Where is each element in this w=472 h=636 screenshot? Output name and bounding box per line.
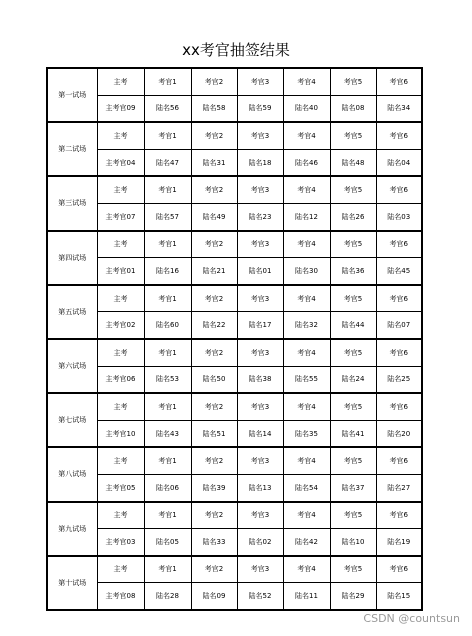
assignment-cell: 陆名31 bbox=[191, 149, 237, 176]
role-header-cell: 考官6 bbox=[376, 502, 422, 529]
role-header-cell: 考官3 bbox=[237, 231, 283, 258]
assignment-cell: 陆名07 bbox=[376, 312, 422, 339]
assignment-cell: 主考官04 bbox=[97, 149, 144, 176]
role-header-cell: 考官3 bbox=[237, 447, 283, 474]
role-header-cell: 考官2 bbox=[191, 231, 237, 258]
role-row bbox=[47, 122, 422, 149]
role-header-cell: 考官6 bbox=[376, 68, 422, 95]
role-header-cell: 考官5 bbox=[330, 68, 376, 95]
room-name: 第八试场 bbox=[47, 447, 97, 501]
assignment-cell: 陆名10 bbox=[330, 529, 376, 556]
role-header-cell: 考官4 bbox=[283, 502, 330, 529]
assignment-cell: 陆名47 bbox=[144, 149, 191, 176]
role-header-cell: 考官1 bbox=[144, 393, 191, 420]
assignment-cell: 陆名02 bbox=[237, 529, 283, 556]
role-header-cell: 主考 bbox=[97, 447, 144, 474]
assignment-cell: 陆名22 bbox=[191, 312, 237, 339]
role-header-cell: 考官5 bbox=[330, 176, 376, 203]
room-name: 第七试场 bbox=[47, 393, 97, 447]
assignment-cell: 主考官02 bbox=[97, 312, 144, 339]
role-header-cell: 考官6 bbox=[376, 122, 422, 149]
assignment-cell: 陆名24 bbox=[330, 366, 376, 393]
role-header-cell: 考官5 bbox=[330, 502, 376, 529]
assignment-cell: 陆名56 bbox=[144, 95, 191, 122]
assignment-cell: 陆名38 bbox=[237, 366, 283, 393]
assignment-row bbox=[47, 529, 422, 556]
assignment-cell: 陆名58 bbox=[191, 95, 237, 122]
assignment-cell: 陆名48 bbox=[330, 149, 376, 176]
role-header-cell: 主考 bbox=[97, 68, 144, 95]
assignment-cell: 陆名26 bbox=[330, 203, 376, 230]
role-header-cell: 考官6 bbox=[376, 231, 422, 258]
assignment-cell: 陆名55 bbox=[283, 366, 330, 393]
assignment-cell: 陆名05 bbox=[144, 529, 191, 556]
assignment-cell: 陆名46 bbox=[283, 149, 330, 176]
role-header-cell: 主考 bbox=[97, 285, 144, 312]
role-header-cell: 考官6 bbox=[376, 285, 422, 312]
role-header-cell: 考官5 bbox=[330, 339, 376, 366]
role-header-cell: 考官4 bbox=[283, 339, 330, 366]
role-row bbox=[47, 339, 422, 366]
assignment-cell: 陆名03 bbox=[376, 203, 422, 230]
assignment-cell: 陆名37 bbox=[330, 474, 376, 501]
role-header-cell: 考官4 bbox=[283, 556, 330, 583]
role-row bbox=[47, 502, 422, 529]
draw-results-table bbox=[46, 67, 423, 611]
role-header-cell: 考官1 bbox=[144, 556, 191, 583]
assignment-cell: 陆名57 bbox=[144, 203, 191, 230]
page-title: xx考官抽签结果 bbox=[182, 41, 290, 59]
role-header-cell: 考官6 bbox=[376, 339, 422, 366]
assignment-cell: 陆名06 bbox=[144, 474, 191, 501]
role-row bbox=[47, 393, 422, 420]
role-header-cell: 主考 bbox=[97, 556, 144, 583]
role-header-cell: 考官2 bbox=[191, 447, 237, 474]
assignment-cell: 陆名29 bbox=[330, 583, 376, 610]
role-header-cell: 考官2 bbox=[191, 122, 237, 149]
role-header-cell: 考官2 bbox=[191, 68, 237, 95]
role-header-cell: 考官5 bbox=[330, 447, 376, 474]
role-header-cell: 考官3 bbox=[237, 285, 283, 312]
assignment-cell: 主考官07 bbox=[97, 203, 144, 230]
assignment-cell: 陆名50 bbox=[191, 366, 237, 393]
assignment-cell: 陆名04 bbox=[376, 149, 422, 176]
role-header-cell: 考官1 bbox=[144, 339, 191, 366]
assignment-row bbox=[47, 149, 422, 176]
role-header-cell: 考官6 bbox=[376, 176, 422, 203]
assignment-cell: 陆名11 bbox=[283, 583, 330, 610]
role-header-cell: 考官1 bbox=[144, 122, 191, 149]
assignment-cell: 陆名54 bbox=[283, 474, 330, 501]
assignment-cell: 陆名17 bbox=[237, 312, 283, 339]
assignment-cell: 主考官09 bbox=[97, 95, 144, 122]
assignment-cell: 陆名01 bbox=[237, 258, 283, 285]
assignment-cell: 陆名09 bbox=[191, 583, 237, 610]
role-header-cell: 考官5 bbox=[330, 285, 376, 312]
assignment-cell: 陆名28 bbox=[144, 583, 191, 610]
assignment-cell: 陆名13 bbox=[237, 474, 283, 501]
role-header-cell: 考官1 bbox=[144, 176, 191, 203]
role-header-cell: 考官1 bbox=[144, 502, 191, 529]
room-name: 第一试场 bbox=[47, 68, 97, 122]
role-header-cell: 主考 bbox=[97, 393, 144, 420]
role-header-cell: 考官2 bbox=[191, 556, 237, 583]
assignment-cell: 主考官01 bbox=[97, 258, 144, 285]
assignment-row bbox=[47, 420, 422, 447]
role-header-cell: 主考 bbox=[97, 122, 144, 149]
assignment-cell: 陆名19 bbox=[376, 529, 422, 556]
role-header-cell: 考官3 bbox=[237, 68, 283, 95]
assignment-cell: 陆名42 bbox=[283, 529, 330, 556]
role-header-cell: 考官6 bbox=[376, 556, 422, 583]
assignment-cell: 陆名20 bbox=[376, 420, 422, 447]
watermark: CSDN @countsun bbox=[363, 612, 460, 625]
assignment-cell: 陆名33 bbox=[191, 529, 237, 556]
assignment-cell: 陆名45 bbox=[376, 258, 422, 285]
assignment-cell: 陆名14 bbox=[237, 420, 283, 447]
role-header-cell: 考官1 bbox=[144, 231, 191, 258]
role-header-cell: 考官4 bbox=[283, 68, 330, 95]
role-row bbox=[47, 285, 422, 312]
role-header-cell: 主考 bbox=[97, 339, 144, 366]
role-header-cell: 考官5 bbox=[330, 231, 376, 258]
assignment-cell: 陆名25 bbox=[376, 366, 422, 393]
assignment-cell: 陆名60 bbox=[144, 312, 191, 339]
assignment-cell: 陆名18 bbox=[237, 149, 283, 176]
role-row bbox=[47, 176, 422, 203]
assignment-cell: 陆名21 bbox=[191, 258, 237, 285]
assignment-cell: 陆名32 bbox=[283, 312, 330, 339]
assignment-cell: 陆名39 bbox=[191, 474, 237, 501]
room-name: 第九试场 bbox=[47, 502, 97, 556]
assignment-cell: 陆名59 bbox=[237, 95, 283, 122]
assignment-cell: 陆名53 bbox=[144, 366, 191, 393]
assignment-cell: 陆名15 bbox=[376, 583, 422, 610]
role-header-cell: 考官4 bbox=[283, 231, 330, 258]
room-name: 第三试场 bbox=[47, 176, 97, 230]
assignment-cell: 陆名35 bbox=[283, 420, 330, 447]
assignment-cell: 陆名27 bbox=[376, 474, 422, 501]
room-name: 第六试场 bbox=[47, 339, 97, 393]
assignment-cell: 陆名40 bbox=[283, 95, 330, 122]
role-header-cell: 考官1 bbox=[144, 68, 191, 95]
role-header-cell: 考官3 bbox=[237, 556, 283, 583]
role-header-cell: 考官3 bbox=[237, 122, 283, 149]
role-header-cell: 考官5 bbox=[330, 393, 376, 420]
role-header-cell: 主考 bbox=[97, 502, 144, 529]
assignment-cell: 陆名41 bbox=[330, 420, 376, 447]
assignment-row bbox=[47, 366, 422, 393]
assignment-row bbox=[47, 258, 422, 285]
role-header-cell: 考官4 bbox=[283, 122, 330, 149]
assignment-cell: 陆名52 bbox=[237, 583, 283, 610]
role-header-cell: 考官3 bbox=[237, 502, 283, 529]
room-name: 第五试场 bbox=[47, 285, 97, 339]
role-header-cell: 考官6 bbox=[376, 393, 422, 420]
assignment-cell: 陆名34 bbox=[376, 95, 422, 122]
role-header-cell: 考官2 bbox=[191, 176, 237, 203]
role-header-cell: 考官5 bbox=[330, 122, 376, 149]
room-name: 第二试场 bbox=[47, 122, 97, 176]
assignment-cell: 主考官05 bbox=[97, 474, 144, 501]
role-header-cell: 考官2 bbox=[191, 393, 237, 420]
assignment-cell: 陆名12 bbox=[283, 203, 330, 230]
role-header-cell: 考官6 bbox=[376, 447, 422, 474]
role-row bbox=[47, 447, 422, 474]
role-header-cell: 考官4 bbox=[283, 285, 330, 312]
role-header-cell: 考官3 bbox=[237, 393, 283, 420]
assignment-cell: 主考官03 bbox=[97, 529, 144, 556]
role-header-cell: 考官3 bbox=[237, 339, 283, 366]
role-header-cell: 考官2 bbox=[191, 502, 237, 529]
assignment-cell: 陆名51 bbox=[191, 420, 237, 447]
assignment-cell: 陆名08 bbox=[330, 95, 376, 122]
assignment-row bbox=[47, 312, 422, 339]
assignment-cell: 陆名23 bbox=[237, 203, 283, 230]
role-row bbox=[47, 231, 422, 258]
room-name: 第十试场 bbox=[47, 556, 97, 610]
assignment-cell: 陆名49 bbox=[191, 203, 237, 230]
assignment-row bbox=[47, 583, 422, 610]
assignment-cell: 主考官10 bbox=[97, 420, 144, 447]
role-header-cell: 考官1 bbox=[144, 285, 191, 312]
assignment-cell: 陆名36 bbox=[330, 258, 376, 285]
assignment-cell: 主考官08 bbox=[97, 583, 144, 610]
role-header-cell: 考官1 bbox=[144, 447, 191, 474]
role-header-cell: 主考 bbox=[97, 231, 144, 258]
assignment-cell: 主考官06 bbox=[97, 366, 144, 393]
assignment-cell: 陆名44 bbox=[330, 312, 376, 339]
assignment-cell: 陆名16 bbox=[144, 258, 191, 285]
room-name: 第四试场 bbox=[47, 231, 97, 285]
role-header-cell: 考官3 bbox=[237, 176, 283, 203]
assignment-cell: 陆名30 bbox=[283, 258, 330, 285]
role-header-cell: 考官4 bbox=[283, 393, 330, 420]
assignment-row bbox=[47, 95, 422, 122]
role-header-cell: 考官2 bbox=[191, 339, 237, 366]
assignment-row bbox=[47, 474, 422, 501]
role-header-cell: 考官4 bbox=[283, 447, 330, 474]
role-row bbox=[47, 68, 422, 95]
assignment-row bbox=[47, 203, 422, 230]
role-header-cell: 考官2 bbox=[191, 285, 237, 312]
role-row bbox=[47, 556, 422, 583]
assignment-cell: 陆名43 bbox=[144, 420, 191, 447]
role-header-cell: 考官4 bbox=[283, 176, 330, 203]
role-header-cell: 主考 bbox=[97, 176, 144, 203]
role-header-cell: 考官5 bbox=[330, 556, 376, 583]
